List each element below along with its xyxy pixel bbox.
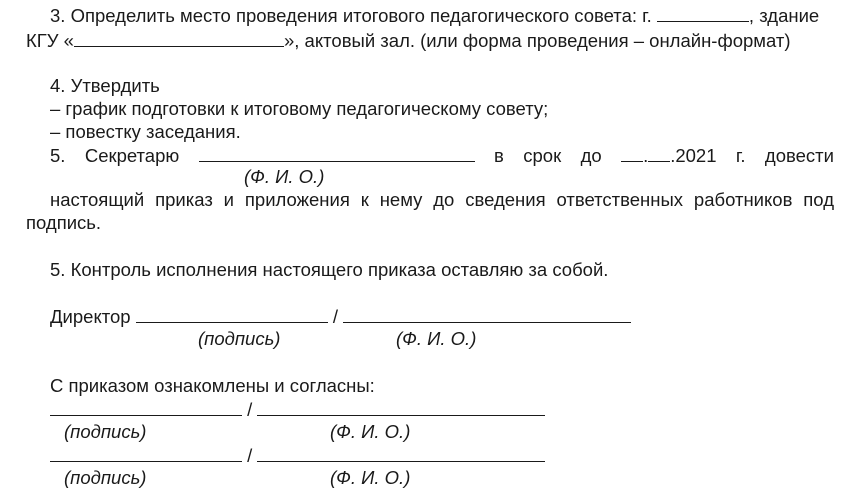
item5-secretary-word: Секретарю (84, 145, 180, 166)
month-blank (648, 144, 670, 162)
ack-row-2-fio-blank (257, 444, 545, 462)
item3-line2-start: КГУ « (26, 30, 74, 51)
secretary-fio-label: (Ф. И. О.) (244, 166, 325, 187)
day-blank (621, 144, 643, 162)
date-separator: . (643, 145, 649, 166)
item3-line1 (50, 4, 819, 27)
date-year: .2021 (670, 145, 717, 166)
item5-word-do: до (580, 145, 602, 166)
ack-row-2-sign-blank (50, 444, 242, 462)
ack-row-2-fio-label: (Ф. И. О.) (330, 467, 411, 488)
director-separator: / (332, 306, 339, 327)
ack-row-1-sign-label: (подпись) (64, 421, 147, 442)
item4-bullet1: – график подготовки к итоговому педагогическому совету; (50, 98, 549, 119)
item3-line2-end: », актовый зал. (или форма проведения – онлайн-формат) (283, 30, 791, 51)
director-fio-blank (343, 305, 631, 323)
item3-line2 (26, 29, 791, 52)
item5-secretary-line (50, 144, 834, 167)
item5-word-dovesti: довести (764, 145, 834, 166)
item5-number: 5. (50, 145, 66, 166)
item4-title: 4. Утвердить (50, 75, 160, 96)
secretary-name-blank (199, 144, 475, 162)
director-fio-label: (Ф. И. О.) (396, 328, 477, 349)
director-sign-label: (подпись) (198, 328, 281, 349)
city-blank (657, 4, 749, 22)
director-signature-blank (136, 305, 328, 323)
item3-line1-end: , здание (748, 5, 820, 26)
item5-word-v: в (494, 145, 504, 166)
item5-cont-line2: подпись. (26, 212, 102, 233)
ack-row-1 (50, 398, 545, 421)
item5-word-g: г. (735, 145, 746, 166)
ack-row-2-sign-label: (подпись) (64, 467, 147, 488)
ack-row-2-separator: / (247, 445, 253, 466)
ack-row-1-fio-blank (257, 398, 545, 416)
ack-row-2 (50, 444, 545, 467)
director-signature-line (50, 305, 631, 328)
ack-row-1-sign-blank (50, 398, 242, 416)
item4-bullet2: – повестку заседания. (50, 121, 241, 142)
acknowledged-heading: С приказом ознакомлены и согласны: (50, 375, 375, 396)
item5-date (621, 144, 716, 167)
ack-row-1-fio-label: (Ф. И. О.) (330, 421, 411, 442)
item3-line1-text: 3. Определить место проведения итогового педагогического совета: г. (50, 5, 652, 26)
control-statement: 5. Контроль исполнения настоящего приказа оставляю за собой. (50, 259, 609, 280)
director-label: Директор (50, 306, 131, 327)
school-name-blank (74, 29, 284, 47)
ack-row-1-separator: / (247, 399, 253, 420)
item5-word-srok: срок (523, 145, 562, 166)
item5-cont-text1: настоящий приказ и приложения к нему до сведения ответственных работников под (50, 189, 834, 210)
item5-cont-line1 (50, 189, 834, 211)
